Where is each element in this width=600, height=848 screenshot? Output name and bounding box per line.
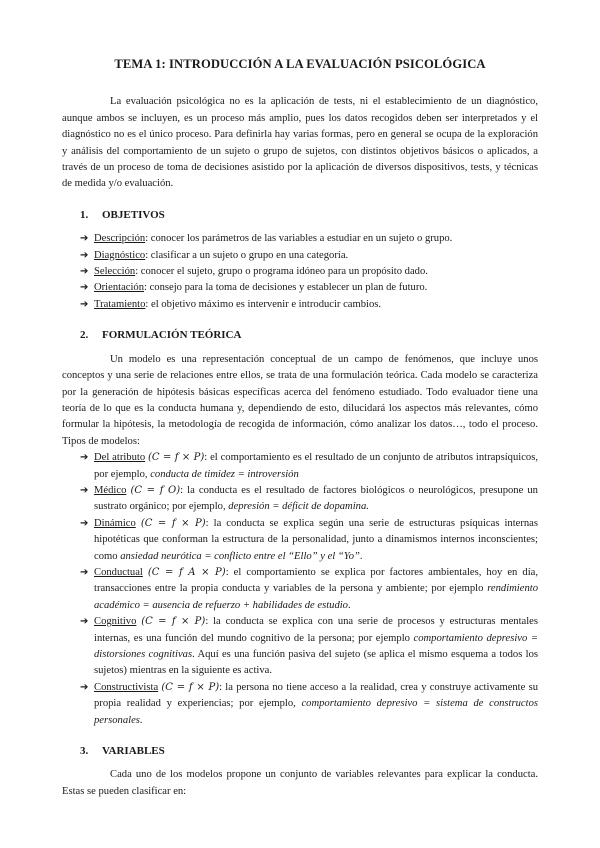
section-title: VARIABLES: [102, 745, 165, 758]
list-item: [80, 248, 538, 264]
model-term: Dinámico: [94, 517, 136, 529]
model-term: Constructivista: [94, 681, 159, 693]
section-title: FORMULACIÓN TEÓRICA: [102, 329, 242, 342]
section-number: 2.: [80, 329, 89, 342]
model-formula: (C = f O): [130, 484, 181, 496]
model-item: [80, 565, 538, 614]
arrow-right-icon: ➔: [80, 484, 89, 496]
model-item: [80, 614, 538, 680]
section-number: 1.: [80, 208, 89, 221]
section-title: OBJETIVOS: [102, 208, 165, 221]
model-term: Del atributo: [94, 452, 146, 464]
model-item: [80, 680, 538, 729]
model-example: ansiedad neurótica = conflicto entre el “Ello” y el “Yo”: [120, 550, 360, 562]
list-item: [80, 280, 538, 296]
objectives-list: [62, 231, 538, 313]
list-item-term: Orientación: [94, 282, 145, 294]
arrow-right-icon: ➔: [80, 616, 89, 628]
section-heading-objetivos: [80, 207, 538, 223]
model-term: Médico: [94, 484, 127, 496]
arrow-right-icon: ➔: [80, 233, 89, 245]
models-list: [62, 450, 538, 729]
model-formula: (C = f × P): [148, 452, 205, 464]
model-text: : la conducta es el resultado de factores biológicos o neurológicos, presupone un sustrato orgánico; por ejemplo,: [94, 484, 538, 513]
list-item-text: : consejo para la toma de decisiones y establecer un plan de futuro.: [144, 282, 428, 294]
arrow-right-icon: ➔: [80, 298, 89, 310]
model-tail: .: [139, 714, 143, 726]
model-item: [80, 450, 538, 483]
list-item: [80, 297, 538, 313]
model-formula: (C = f × P): [140, 517, 206, 529]
model-example: rendimiento académico = ausencia de refuerzo + habilidades de estudio: [94, 583, 538, 611]
model-formula: (C = f A × P): [147, 566, 226, 578]
list-item-term: Selección: [94, 266, 136, 278]
list-item-text: : conocer los parámetros de las variables a estudiar en un sujeto o grupo.: [145, 233, 453, 245]
list-item-text: : el objetivo máximo es intervenir e introducir cambios.: [145, 298, 382, 310]
model-tail: .: [347, 599, 351, 611]
arrow-right-icon: ➔: [80, 452, 89, 464]
section-heading-variables: [80, 743, 538, 759]
model-tail: . Aquí es una función pasiva del sujeto (se aplica el mismo esquema a todos los sujetos) mientras en la siguiente es activa.: [94, 649, 539, 677]
section-number: 3.: [80, 745, 89, 758]
list-item-term: Descripción: [94, 233, 146, 245]
arrow-right-icon: ➔: [80, 282, 89, 294]
model-example: conducta de timidez = introversión: [150, 468, 299, 480]
model-example: comportamiento depresivo = sistema de constructos personales: [94, 698, 538, 726]
list-item-text: : clasificar a un sujeto o grupo en una categoría.: [145, 249, 349, 261]
arrow-right-icon: ➔: [80, 517, 89, 529]
list-item: [80, 231, 538, 247]
model-formula: (C = f × P): [161, 681, 220, 693]
model-term: Conductual: [94, 566, 143, 578]
list-item-term: Diagnóstico: [94, 249, 146, 261]
list-item-term: Tratamiento: [94, 298, 146, 310]
model-tail: .: [359, 550, 363, 562]
model-text: : la persona no tiene acceso a la realidad, crea y construye activamente su propia realidad y experiencias; por ejemplo,: [94, 681, 538, 710]
arrow-right-icon: ➔: [80, 266, 89, 278]
formulacion-paragraph: Un modelo es una representación conceptual de un campo de fenómenos, que incluye unos conceptos y una serie de relaciones entre ellos, se trata de una formulación teórica. Cada modelo se caracteriza por la generación de hipótesis básicas específicas acerca del fenómeno estudiado. Todo evaluador tiene una teoría de lo que es la conducta humana y, dependiendo de esto, dilucidará los aspectos más relevantes, cómo formular la hipótesis, la metodología de recogida de información, cómo analizar los datos…, todo el proceso. Tipos de modelos:: [62, 353, 538, 447]
arrow-right-icon: ➔: [80, 566, 89, 578]
model-item: [80, 516, 538, 565]
model-text: : el comportamiento es el resultado de un conjunto de atributos intrapsíquicos, por ejemplo,: [94, 452, 538, 480]
model-text: : la conducta se explica según una serie de estructuras psíquicas internas hipotéticas que conforman la estructura de la personalidad, junto a dinamismos internos inconscientes; como: [94, 517, 539, 562]
intro-paragraph: La evaluación psicológica no es la aplicación de tests, ni el establecimiento de un diagnóstico, aunque ambos se incluyen, es un proceso más amplio, pues los datos recogidos deben ser interpretados y el diagnóstico no es el único proceso. Para definirla hay varias formas, pero en general se ocupa de la exploración y análisis del comportamiento de un sujeto o grupo de sujetos, con distintos objetivos básicos o aplicados, a través de un proceso de toma de decisiones asistido por la aplicación de diversos dispositivos, tests, y técnicas de medida y/o evaluación.: [62, 96, 538, 190]
model-formula: (C = f × P): [141, 616, 206, 628]
model-example: depresión = déficit de dopamina.: [228, 501, 369, 513]
list-item: [80, 264, 538, 280]
section-heading-formulacion: [80, 327, 538, 343]
arrow-right-icon: ➔: [80, 681, 89, 693]
variables-paragraph: Cada uno de los modelos propone un conjunto de variables relevantes para explicar la conducta. Estas se pueden clasificar en:: [62, 769, 538, 797]
model-text: : el comportamiento se explica por factores ambientales, hoy en día, transacciones entre la propia conducta y variables de la persona y ambiente; por ejemplo: [94, 566, 538, 595]
model-term: Cognitivo: [94, 616, 137, 628]
list-item-text: : conocer el sujeto, grupo o programa idóneo para un propósito dado.: [135, 266, 428, 278]
model-item: [80, 483, 538, 516]
model-text: : la conducta se explica con una serie de procesos y estructuras mentales internas, es una función del mundo cognitivo de la persona; por ejemplo: [94, 616, 539, 644]
document-title: TEMA 1: INTRODUCCIÓN A LA EVALUACIÓN PSICOLÓGICA: [114, 57, 486, 71]
model-example: comportamiento depresivo = distorsiones cognitivas: [94, 632, 538, 660]
arrow-right-icon: ➔: [80, 249, 89, 261]
